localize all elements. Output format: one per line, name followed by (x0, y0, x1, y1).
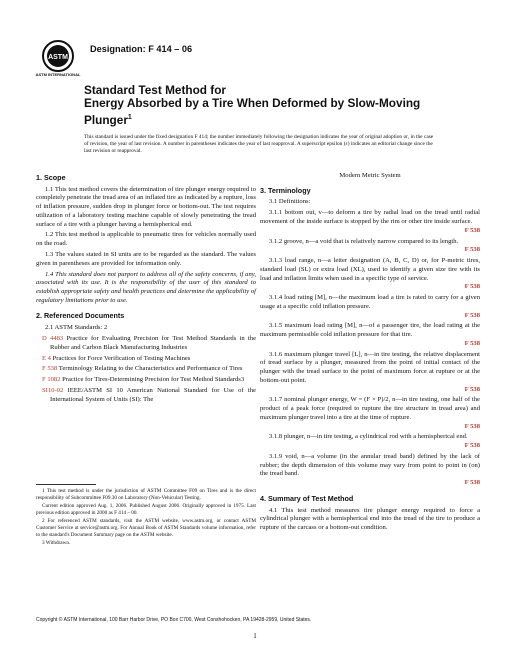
svg-text:ASTM INTERNATIONAL: ASTM INTERNATIONAL (35, 72, 81, 77)
reference-code-link[interactable]: SI10-02 (42, 387, 64, 395)
footnote: 1 This test method is under the jurisdiction of ASTM Committee F09 on Tires and is the direct responsibility of Subcommittee F09.30 on Laboratory (Non-Vehicular) Testing. (36, 488, 256, 501)
title-line-2: Energy Absorbed by a Tire When Deformed by Slow-Moving (84, 96, 421, 111)
paragraph-4-1: 4.1 This test method measures tire plunger energy required to force a cylindrical plunger with a hemispherical end into the tread of the tire to produce a rupture of the carcass or a bottom-out condition. (260, 506, 480, 531)
paragraph-1-3: 1.3 The values stated in SI units are to be regarded as the standard. The values given in parentheses are provided for information only. (36, 251, 256, 267)
definition-item: 3.1.9 void, n—a volume (in the annular tread band) defined by the lack of rubber; the depth dimension of this volume may vary from point to point in (on) the tread band. F 538 (260, 453, 480, 487)
issue-note: This standard is issued under the fixed designation F 414; the number immediately following the designation indicates the year of original adoption or, in the case of revision, the year of last revision. A number in parentheses indicates the year of last reapproval. A superscript epsilon (ε) indicates an editorial change since the last revision or reapproval. (84, 134, 434, 155)
definition-item: 3.1.4 load rating [M], n—the maximum load a tire is rated to carry for a given usage at a specific cold inflation pressure. F 538 (260, 294, 480, 319)
definition-source-link[interactable]: F 538 (464, 311, 480, 319)
page-number: 1 (253, 632, 257, 640)
definition-item: 3.1.3 load range, n—a letter designation (A, B, C, D) or, for P-metric tires, standard load (SL) or extra load (XL), used to identify a given size tire with its load and inflation limits when used in a specific type of service. F 538 (260, 257, 480, 291)
paragraph-2-1: 2.1 ASTM Standards: 2 (45, 324, 108, 332)
svg-text:ASTM: ASTM (48, 54, 68, 61)
title-line-3: Plunger$^1$ (84, 112, 132, 127)
reference-code-link[interactable]: F 538 (42, 365, 58, 373)
reference-item: F 1082 Practice for Tires-Determining Precision for Test Method Standards3 (42, 376, 245, 384)
definition-item: 3.1.2 groove, n—a void that is relatively narrow compared to its length. F 538 (260, 238, 480, 255)
paragraph-1-2: 1.2 This test method is applicable to pneumatic tires for vehicles normally used on the road. (36, 231, 256, 248)
reference-code-link[interactable]: D 4483 (42, 335, 64, 342)
definition-item: 3.1.6 maximum plunger travel [L], n—in tire testing, the relative displacement of tread surface by a plunger, measured from the point of initial contact of the plunger with the tread surface to the point of maximum force at rupture or at the bottom-out point. F 538 (260, 350, 480, 393)
footnote: 3 Withdrawn. (42, 540, 71, 547)
reference-item: E 4 Practices for Force Verification of Testing Machines (42, 354, 191, 362)
copyright-line: Copyright © ASTM International, 100 Barr Harbor Drive, PO Box C700, West Conshohocken, PA 19428-2959, United States. (36, 617, 312, 623)
definition-source-link[interactable]: F 538 (464, 479, 480, 487)
paragraph-3-1: 3.1 Definitions: (269, 198, 311, 206)
title-line-1: Standard Test Method for (84, 83, 227, 97)
definition-source-link[interactable]: F 538 (464, 339, 480, 347)
reference-code-link[interactable]: F 1082 (42, 376, 61, 384)
definition-source-link[interactable]: F 538 (464, 246, 480, 254)
section-heading-summary: 4. Summary of Test Method (260, 493, 354, 503)
definition-item: 3.1.5 maximum load rating [M], n—of a passenger tire, the load rating at the maximum permissible cold inflation pressure for that tire. F 538 (260, 322, 480, 347)
footnote-divider (36, 484, 96, 485)
definition-item: 3.1.8 plunger, n—in tire testing, a cylindrical rod with a hemispherical end. F 538 (260, 433, 480, 450)
section-heading-scope: 1. Scope (36, 173, 66, 182)
definition-item: 3.1.1 bottom out, v—to deform a tire by radial load on the tread until radial movement of the inside surface is stopped by the rim or other tire inside surface. F 538 (260, 209, 480, 234)
reference-code-link[interactable]: E 4 (42, 354, 51, 362)
reference-item: SI10-02 IEEE/ASTM SI 10 American National Standard for Use of the International System of Units (SI): The (42, 387, 256, 403)
right-column (260, 172, 480, 535)
definition-item: 3.1.7 nominal plunger energy, W = (F × P)/2, n—in tire testing, one half of the product of a peak force (required to rupture the tire structure in tread area) and maximum plunger travel into a tire at the time of rupture. F 538 (260, 396, 480, 430)
footnote: Current edition approved Aug. 1, 2006. Published August 2006. Originally approved in 1975. Last previous edition approved in 2000 as F 414 – 00. (36, 503, 256, 516)
definition-source-link[interactable]: F 538 (464, 442, 480, 450)
reference-continuation: Modern Metric System (339, 172, 401, 179)
paragraph-1-4: 1.4 This standard does not purport to address all of the safety concerns, if any, associated with its use. It is the responsibility of the user of this standard to establish appropriate safety and health practices and determine the applicability of regulatory limitations prior to use. (36, 270, 256, 304)
document-title (84, 84, 464, 127)
section-heading-referenced-documents: 2. Referenced Documents (36, 311, 125, 321)
reference-item: D 4483 Practice for Evaluating Precision for Test Method Standards in the Rubber and Carbon Black Manufacturing Industries (42, 335, 256, 351)
section-heading-terminology: 3. Terminology (260, 185, 311, 195)
footnote: 2 For referenced ASTM standards, visit the ASTM website, www.astm.org, or contact ASTM Customer Service at service@astm.org. For Annual Book of ASTM Standards volume information, refer to the standard's Document Summary page on the ASTM website. (36, 518, 256, 538)
left-column (36, 172, 256, 407)
footnotes (36, 488, 256, 549)
definition-source-link[interactable]: F 538 (464, 226, 480, 234)
definition-source-link[interactable]: F 538 (464, 385, 480, 393)
astm-logo (35, 38, 81, 78)
definition-source-link[interactable]: F 538 (464, 283, 480, 291)
designation: Designation: F 414 – 06 (90, 44, 193, 54)
paragraph-1-1: 1.1 This test method covers the determination of tire plunger energy required to completely penetrate the tread area of an inflated tire as indicated by a rupture, loss of inflation pressure, sudden drop in plunger force or bottom-out. The test requires utilization of a laboratory testing machine capable of slowly penetrating the tread surface of a tire with a plunger having a hemispherical end. (36, 185, 256, 228)
definition-source-link[interactable]: F 538 (464, 422, 480, 430)
reference-item: F 538 Terminology Relating to the Characteristics and Performance of Tires (42, 365, 243, 373)
